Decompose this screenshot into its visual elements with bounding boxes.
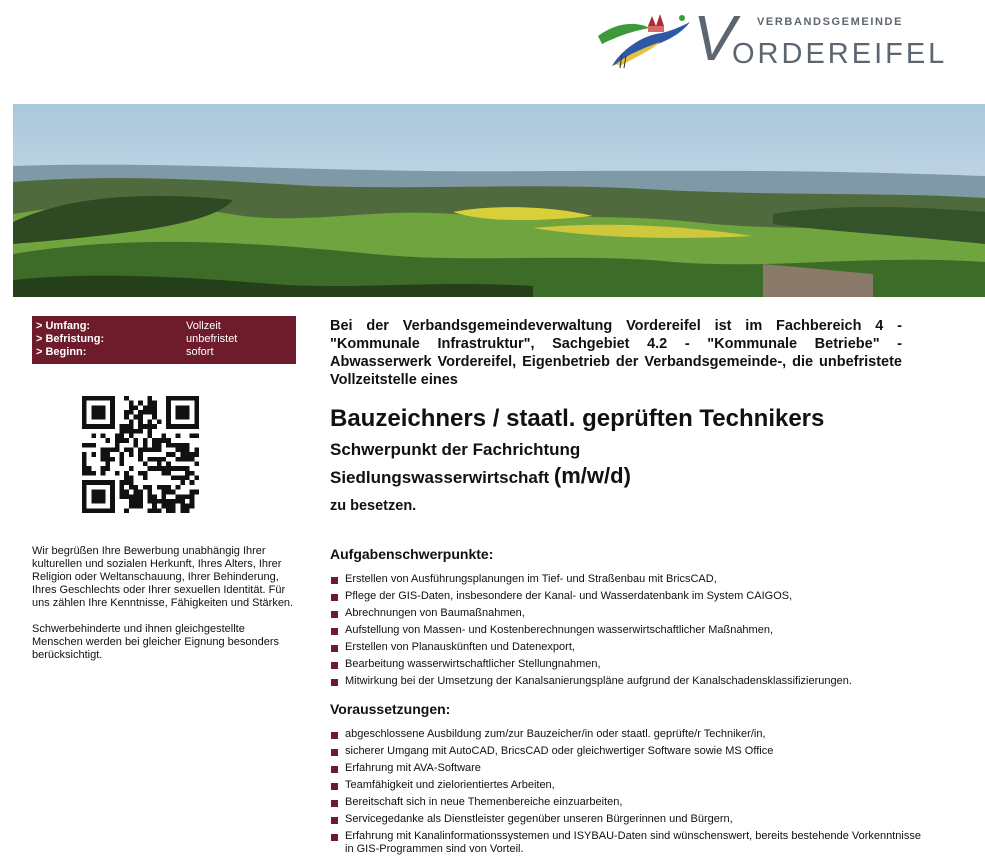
fact-label: > Beginn:	[36, 346, 87, 358]
intro-text: Bei der Verbandsgemeindeverwaltung Vordereifel ist im Fachbereich 4 - "Kommunale Infrastruktur", Sachgebiet 4.2 - "Kommunale Betriebe" -Abwasserwerk Vordereifel, Eigenbetrieb der Verbandsgemeinde-, die unbefristete Vollzeitstelle eines	[330, 318, 902, 388]
list-item: Bearbeitung wasserwirtschaftlicher Stellungnahmen,	[330, 658, 930, 671]
fact-label: > Umfang:	[36, 320, 91, 332]
logo-name: ORDEREIFEL	[732, 38, 948, 70]
job-specialization: Schwerpunkt der Fachrichtung	[330, 440, 581, 459]
job-closing: zu besetzen.	[330, 498, 417, 514]
qr-code[interactable]	[82, 396, 199, 513]
list-item: sicherer Umgang mit AutoCAD, BricsCAD oder gleichwertiger Software sowie MS Office	[330, 745, 930, 758]
gender-suffix: (m/w/d)	[553, 463, 631, 488]
requirements-list	[330, 728, 930, 860]
diversity-paragraph: Wir begrüßen Ihre Bewerbung unabhängig Ihrer kulturellen und sozialen Herkunft, Ihres Alters, Ihrer Religion oder Weltanschauung, Ihrer Behinderung, Ihres Geschlechts oder Ihrer sexuellen Identität. Für uns zählen Ihre Kenntnisse, Fähigkeiten und Stärken.	[32, 545, 294, 609]
list-item: Teamfähigkeit und zielorientiertes Arbeiten,	[330, 779, 930, 792]
fact-value: unbefristet	[186, 333, 238, 345]
job-facts-box	[32, 316, 296, 364]
list-item: Servicegedanke als Dienstleister gegenüber unseren Bürgerinnen und Bürgern,	[330, 813, 930, 826]
list-item: Pflege der GIS-Daten, insbesondere der Kanal- und Wasserdatenbank im System CAIGOS,	[330, 590, 930, 603]
fact-row-term	[36, 333, 296, 346]
fact-label: > Befristung:	[36, 333, 105, 345]
job-title: Bauzeichners / staatl. geprüften Technikers	[330, 405, 825, 432]
vordereifel-logo-mark	[594, 8, 698, 72]
logo-subtitle: VERBANDSGEMEINDE	[757, 16, 904, 28]
list-item: abgeschlossene Ausbildung zum/zur Bauzeicher/in oder staatl. geprüfte/r Techniker/in,	[330, 728, 930, 741]
list-item: Mitwirkung bei der Umsetzung der Kanalsanierungspläne aufgrund der Kanalschadensklassifizierungen.	[330, 675, 930, 688]
list-item: Erstellen von Ausführungsplanungen im Tief- und Straßenbau mit BricsCAD,	[330, 573, 930, 586]
fact-value: sofort	[186, 346, 214, 358]
landscape-hero-image	[13, 104, 985, 297]
fact-row-scope	[36, 320, 296, 333]
disability-paragraph: Schwerbehinderte und ihnen gleichgestellte Menschen werden bei gleicher Eignung besonders berücksichtigt.	[32, 623, 280, 661]
tasks-heading: Aufgabenschwerpunkte:	[330, 546, 494, 562]
list-item: Abrechnungen von Baumaßnahmen,	[330, 607, 930, 620]
job-field-name: Siedlungswasserwirtschaft	[330, 468, 550, 487]
list-item: Bereitschaft sich in neue Themenbereiche einzuarbeiten,	[330, 796, 930, 809]
requirements-heading: Voraussetzungen:	[330, 701, 451, 717]
list-item: Erfahrung mit AVA-Software	[330, 762, 930, 775]
list-item: Erfahrung mit Kanalinformationssystemen und ISYBAU-Daten sind wünschenswert, bereits bestehende Vorkenntnisse in GIS-Programmen sind von Vorteil.	[330, 830, 930, 856]
job-field	[330, 462, 631, 492]
list-item: Erstellen von Planauskünften und Datenexport,	[330, 641, 930, 654]
list-item: Aufstellung von Massen- und Kostenberechnungen wasserwirtschaftlicher Maßnahmen,	[330, 624, 930, 637]
fact-value: Vollzeit	[186, 320, 221, 332]
tasks-list	[330, 573, 930, 692]
fact-row-start	[36, 346, 296, 359]
logo-initial: V	[693, 2, 736, 74]
diversity-statement	[32, 545, 298, 675]
